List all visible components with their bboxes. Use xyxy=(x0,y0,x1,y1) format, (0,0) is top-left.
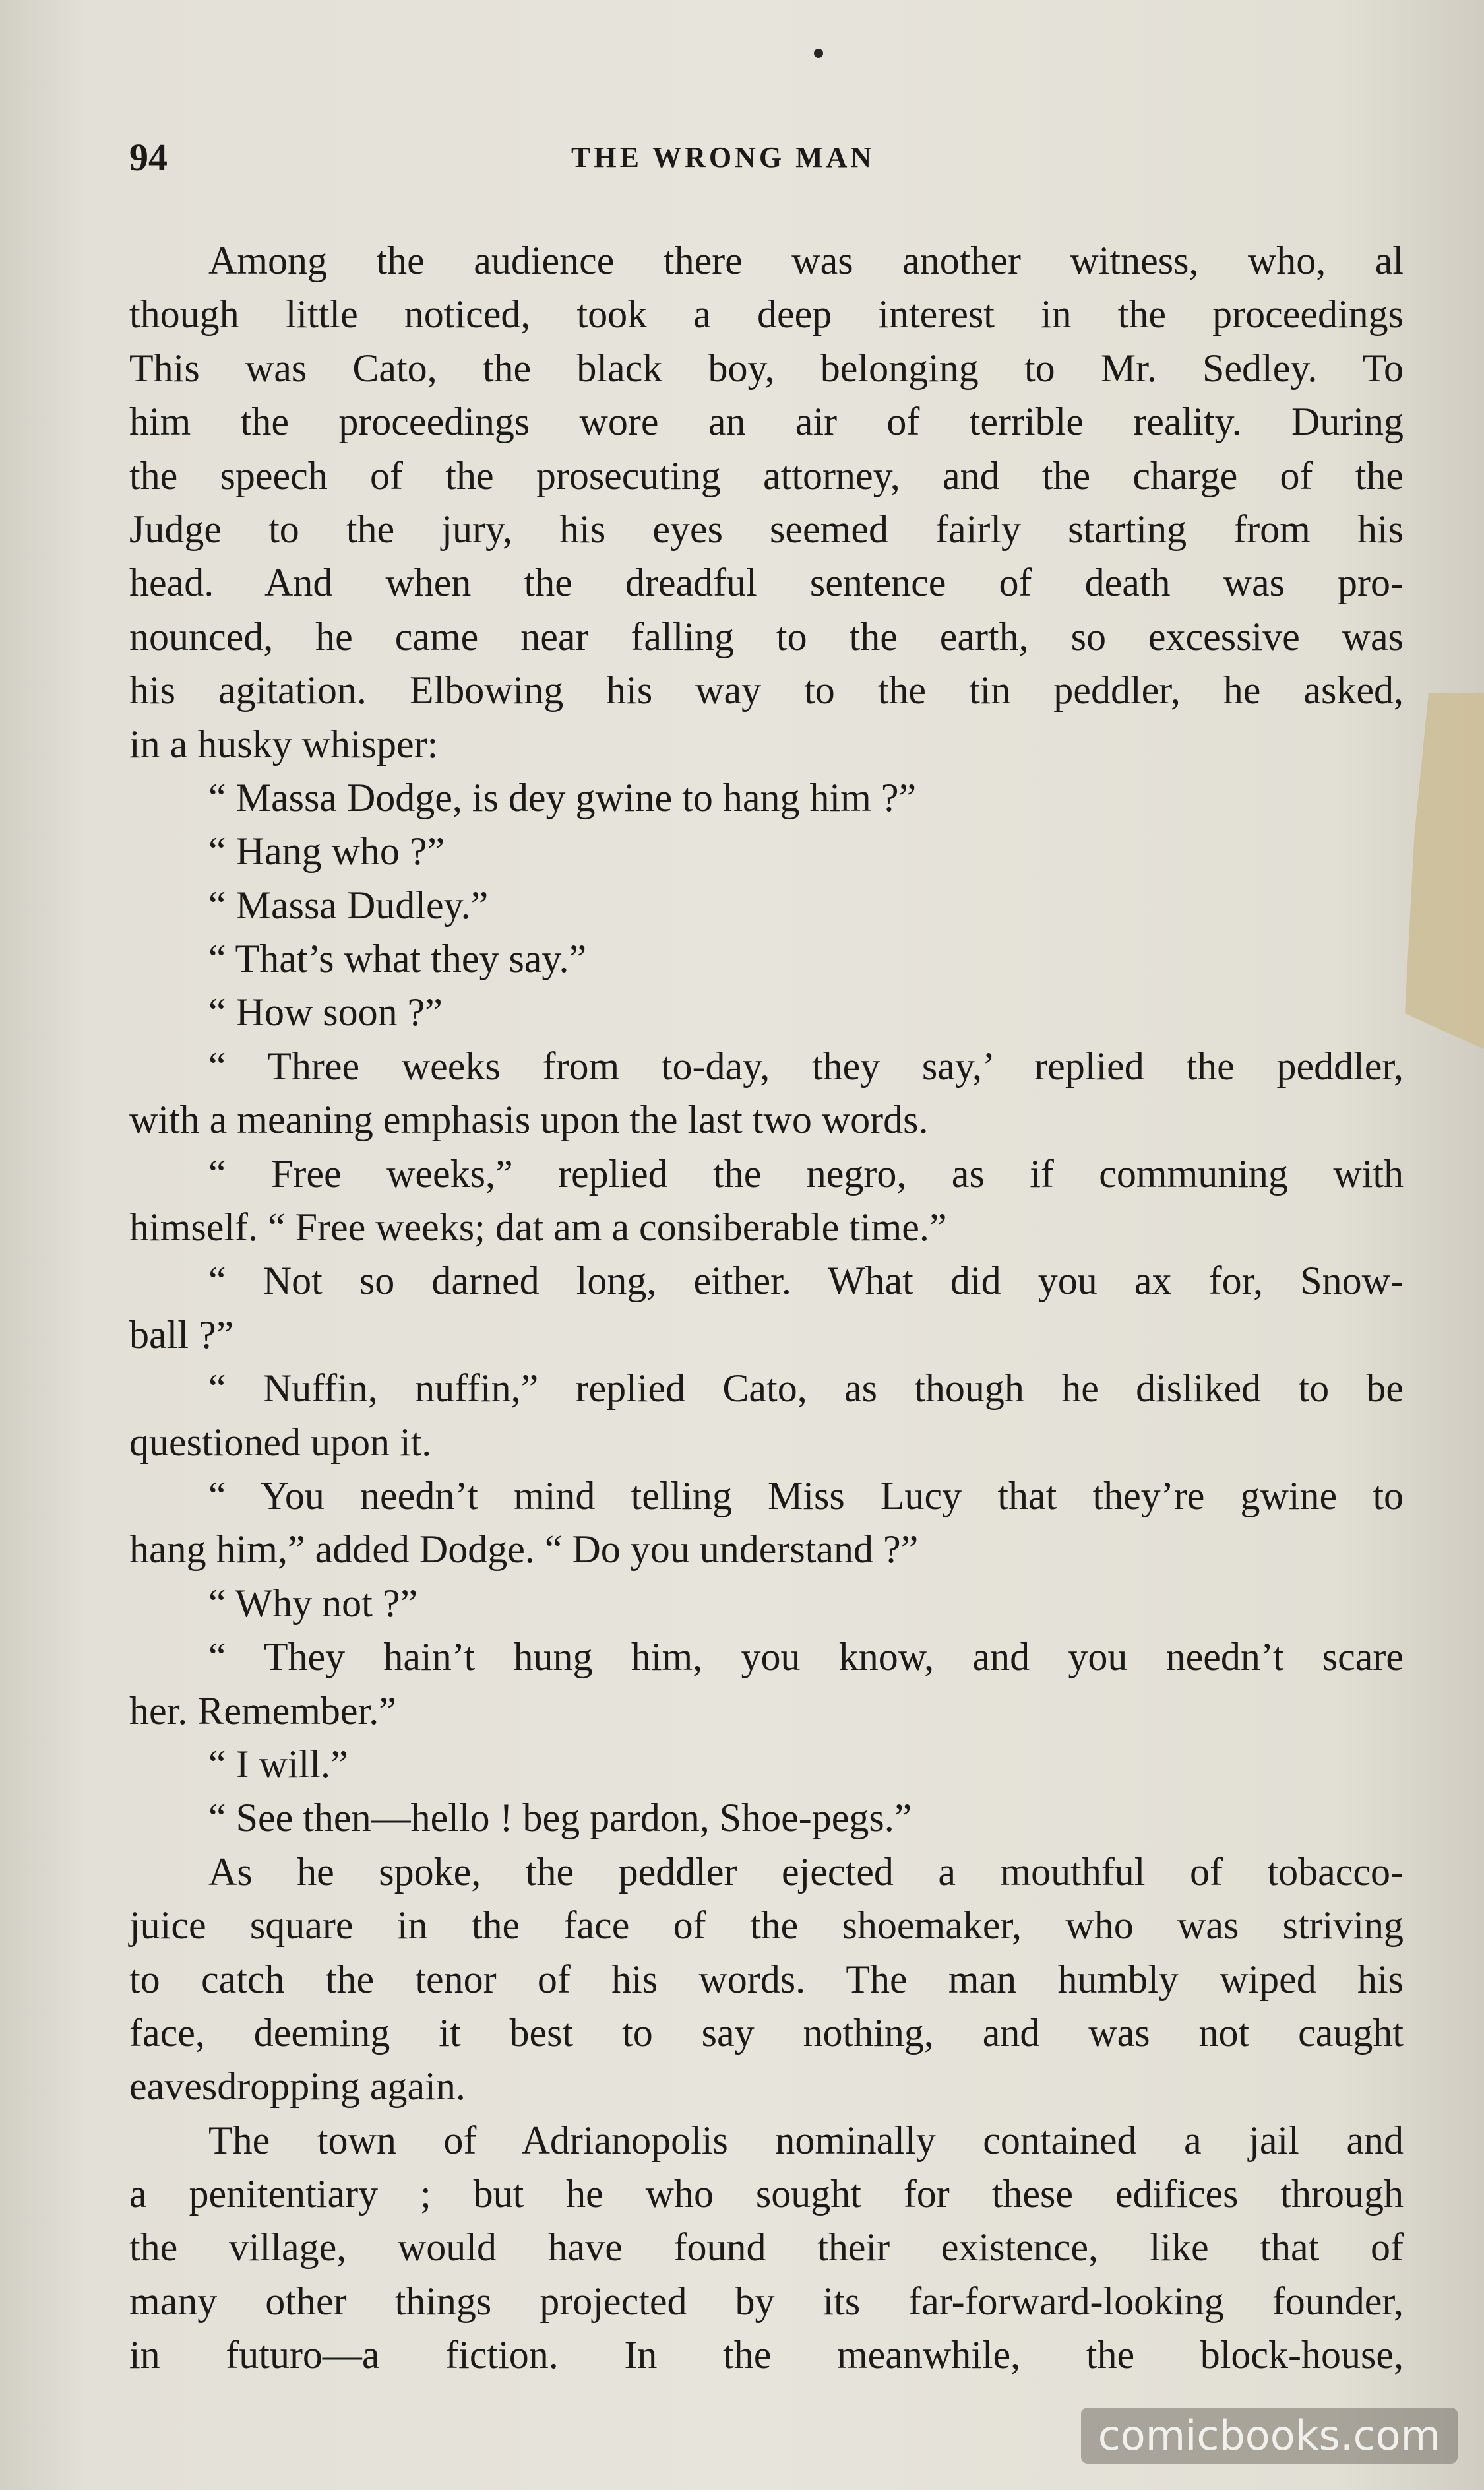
text-line: As he spoke, the peddler ejected a mouthful of tobacco- xyxy=(129,1849,1404,1894)
text-line: him the proceedings wore an air of terrible reality. During xyxy=(129,400,1404,444)
text-line: head. And when the dreadful sentence of death was pro- xyxy=(129,561,1404,605)
text-line: a penitentiary ; but he who sought for these edifices through xyxy=(129,2172,1404,2216)
text-line: Among the audience there was another witness, who, al xyxy=(129,239,1404,282)
text-line: “ Nuffin, nuffin,” replied Cato, as though he disliked to be xyxy=(129,1366,1404,1411)
paper-tab xyxy=(1405,693,1484,1049)
text-line: hang him,” added Dodge. “ Do you understand ?” xyxy=(129,1527,919,1572)
text-line: in futuro—a fiction. In the meanwhile, the block-house, xyxy=(129,2333,1404,2377)
text-line: though little noticed, took a deep interest in the proceedings xyxy=(129,292,1404,336)
text-line: face, deeming it best to say nothing, and was not caught xyxy=(129,2010,1404,2055)
text-line: eavesdropping again. xyxy=(129,2064,466,2109)
ink-speck xyxy=(814,49,823,58)
text-line: to catch the tenor of his words. The man humbly wiped his xyxy=(129,1957,1404,2001)
text-line: Judge to the jury, his eyes seemed fairly starting from his xyxy=(129,507,1404,551)
body-text xyxy=(129,234,1404,2382)
text-line: juice square in the face of the shoemaker, who was striving xyxy=(129,1903,1404,1948)
text-line: the speech of the prosecuting attorney, and the charge of the xyxy=(129,453,1404,497)
watermark: comicbooks.com xyxy=(1081,2408,1458,2464)
text-line: The town of Adrianopolis nominally contained a jail and xyxy=(129,2118,1404,2162)
text-line: “ Free weeks,” replied the negro, as if communing with xyxy=(129,1151,1404,1196)
text-line: questioned upon it. xyxy=(129,1420,432,1464)
text-line: “ Not so darned long, either. What did you ax for, Snow- xyxy=(129,1259,1404,1303)
text-line: “ They hain’t hung him, you know, and you needn’t scare xyxy=(129,1635,1404,1679)
text-line: nounced, he came near falling to the earth, so excessive was xyxy=(129,614,1404,658)
page-header xyxy=(129,135,1405,181)
text-line: “ See then—hello ! beg pardon, Shoe-pegs.” xyxy=(129,1796,912,1840)
text-line: “ You needn’t mind telling Miss Lucy that they’re gwine to xyxy=(129,1473,1404,1517)
text-line: in a husky whisper: xyxy=(129,722,439,766)
text-line: many other things projected by its far-forward-looking founder, xyxy=(129,2279,1404,2323)
text-line: “ How soon ?” xyxy=(129,990,443,1035)
text-line: “ Hang who ?” xyxy=(129,829,445,874)
text-line: her. Remember.” xyxy=(129,1688,396,1733)
text-line: “ Why not ?” xyxy=(129,1581,418,1625)
text-line: ball ?” xyxy=(129,1312,234,1357)
text-line: “ That’s what they say.” xyxy=(129,937,587,981)
text-line: the village, would have found their existence, like that of xyxy=(129,2225,1404,2270)
running-head: THE WRONG MAN xyxy=(571,141,875,174)
text-line: with a meaning emphasis upon the last two words. xyxy=(129,1098,929,1142)
page-number: 94 xyxy=(129,136,168,179)
text-line: “ Massa Dudley.” xyxy=(129,883,489,927)
text-line: himself. “ Free weeks; dat am a consiberable time.” xyxy=(129,1205,947,1250)
text-line: his agitation. Elbowing his way to the tin peddler, he asked, xyxy=(129,668,1404,713)
text-line: This was Cato, the black boy, belonging to Mr. Sedley. To xyxy=(129,346,1404,390)
text-line: “ I will.” xyxy=(129,1742,348,1786)
text-line: “ Massa Dodge, is dey gwine to hang him ?” xyxy=(129,775,917,819)
text-line: “ Three weeks from to-day, they say,’ replied the peddler, xyxy=(129,1044,1404,1088)
